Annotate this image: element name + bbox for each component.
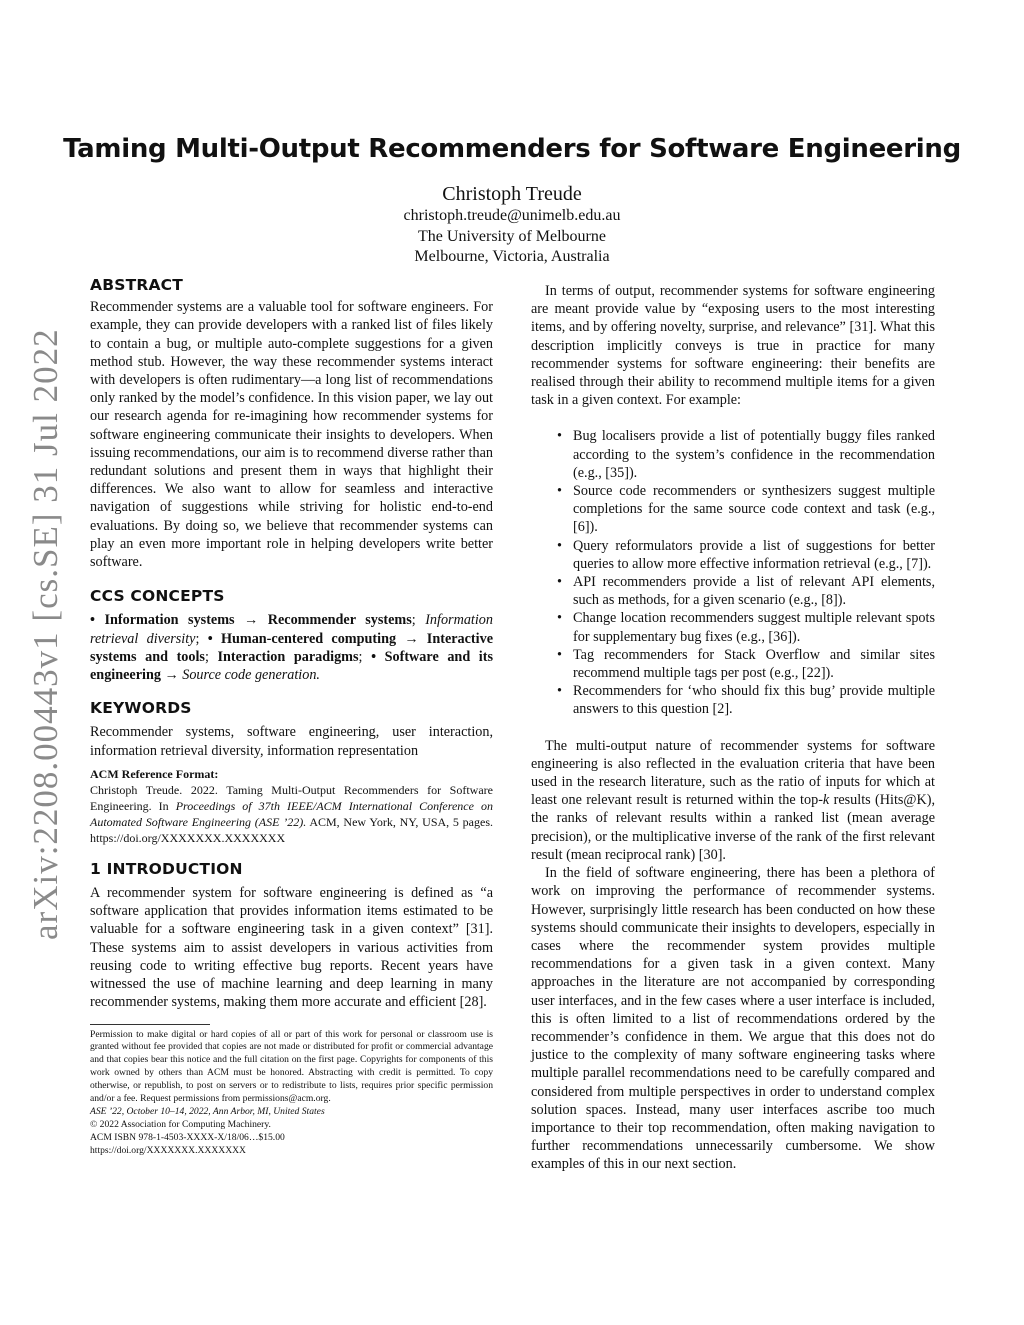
list-item: • Source code recommenders or synthesizers suggest multiple completions for the same source code context and task (e.g., [6]). xyxy=(557,483,935,536)
author-affiliation: The University of Melbourne xyxy=(418,227,606,245)
intro-paragraph-1: A recommender system for software engineering is defined as “a software application that provides information items estimated to be valuable for a software engineering task in a given context” [31]. These systems aim to assist developers in various activities from reusing code to writing effective bug reports. Recent years have witnessed the use of machine learning and deep learning in many recommender systems, making them more accurate and efficient [28]. xyxy=(90,885,493,1011)
doi-line: https://doi.org/XXXXXXX.XXXXXXX xyxy=(90,1144,246,1156)
ccs-arrow: → xyxy=(160,667,183,684)
ccs-concept-6: Source code generation. xyxy=(182,667,320,684)
keywords-heading: KEYWORDS xyxy=(90,699,192,718)
list-item: • Recommenders for ‘who should fix this bug’ provide multiple answers to this question [2]. xyxy=(557,683,935,718)
right-paragraph-3: In the field of software engineering, there has been a plethora of work on improving the performance of recommender systems. However, surprisingly little research has been conducted on how these systems should communicate their insights to developers, especially in cases where the recommender system provides multiple recommendations for a given task in a given context. Many approaches in the literature are not accompanied by corresponding user interfaces, and in the few cases where a user interface is included, this is often limited to a list of recommendations ordered by the recommender’s confidence in them. We argue that this does not do justice to the complexity of many software engineering tasks where multiple parallel recommendations need to be carefully compared and considered from multiple perspectives in order to understand complex solution spaces. Instead, many user interfaces ascribe too much importance to their top recommendation, often making navigation to further recommendations unnecessarily cumbersome. We show examples of this in our next section. xyxy=(531,865,935,1173)
author-name: Christoph Treude xyxy=(442,183,582,205)
bullet-icon: • xyxy=(557,683,562,700)
bullet-icon: • xyxy=(557,574,562,591)
reference-format-text xyxy=(90,782,493,846)
ccs-concept-4: Interaction paradigms xyxy=(217,648,359,665)
left-column xyxy=(90,276,493,1158)
keywords-text: Recommender systems, software engineering, user interaction, information retrieval diversity, information representation xyxy=(90,724,493,759)
right-column xyxy=(531,282,935,1174)
reference-format-label: ACM Reference Format: xyxy=(90,766,219,781)
list-item: • Change location recommenders suggest multiple relevant spots for supplementary bug fixes (e.g., [36]). xyxy=(557,610,935,645)
author-block xyxy=(312,182,712,268)
ccs-concept-5: • Software and its engineering xyxy=(90,648,493,684)
reference-venue: Proceedings of 37th IEEE/ACM International Conference on Automated Software Engineering (ASE ’22). xyxy=(90,798,493,829)
paper-title: Taming Multi-Output Recommenders for Software Engineering xyxy=(63,134,961,164)
author-location: Melbourne, Victoria, Australia xyxy=(414,248,610,265)
ccs-sep: ; xyxy=(204,648,218,665)
list-item: • API recommenders provide a list of relevant API elements, such as methods, for a given scenario (e.g., [8]). xyxy=(557,574,935,609)
bullet-icon: • xyxy=(557,646,562,663)
bullet-icon: • xyxy=(557,537,562,554)
permission-notice: Permission to make digital or hard copies of all or part of this work for personal or classroom use is granted without fee provided that copies are not made or distributed for profit or commercial advantage and that copies bear this notice and the full citation on the first page. Copyrights for components of this work owned by others than ACM must be honored. Abstracting with credit is permitted. To copy otherwise, or republish, to post on servers or to redistribute to lists, requires prior specific permission and/or a fee. Request permissions from permissions@acm.org. xyxy=(90,1028,493,1105)
ccs-sep: ; xyxy=(358,648,372,665)
ccs-concept-2: Information retrieval diversity xyxy=(90,612,493,647)
footnote-rule xyxy=(90,1024,210,1025)
bullet-icon: • xyxy=(557,483,562,500)
ccs-sep: ; xyxy=(195,630,208,647)
bullet-icon: • xyxy=(557,610,562,627)
intro-heading: 1 INTRODUCTION xyxy=(90,859,243,878)
reference-prefix: Christoph Treude. 2022. Taming Multi-Output Recommenders for Software Engineering. In xyxy=(90,782,493,813)
abstract-heading: ABSTRACT xyxy=(90,276,184,294)
arxiv-identifier: arXiv:2208.00443v1 [cs.SE] 31 Jul 2022 xyxy=(26,328,65,940)
example-list xyxy=(531,427,935,718)
author-email: christoph.treude@unimelb.edu.au xyxy=(403,207,621,224)
bullet-icon: • xyxy=(557,428,562,445)
ccs-sep: ; xyxy=(411,612,426,629)
copyright-line: © 2022 Association for Computing Machinery. xyxy=(90,1118,271,1130)
ccs-concept-3: • Human-centered computing → Interactive systems and tools xyxy=(90,630,493,665)
list-item: • Bug localisers provide a list of potentially buggy files ranked according to the system’s confidence in the recommendation (e.g., [35]). xyxy=(557,428,935,481)
list-item: • Tag recommenders for Stack Overflow and similar sites recommend multiple tags per post (e.g., [22]). xyxy=(557,646,935,682)
right-paragraph-2: The multi-output nature of recommender systems for software engineering is also reflected in the evaluation criteria that have been used in the research literature, such as the ratio of inputs for which at least one relevant result is returned within the top-k results (Hits@K), the ranks of relevant results within a ranked list (mean average precision), or the multiplicative inverse of the rank of the first relevant result (mean reciprocal rank) [30]. xyxy=(531,737,935,863)
reference-suffix: ACM, New York, NY, USA, 5 pages. https://doi.org/XXXXXXX.XXXXXXX xyxy=(90,814,493,845)
ccs-concepts xyxy=(90,611,493,684)
ccs-heading: CCS CONCEPTS xyxy=(90,587,225,606)
list-item: • Query reformulators provide a list of suggestions for better queries to allow more effective information retrieval (e.g., [7]). xyxy=(557,537,935,572)
isbn-line: ACM ISBN 978-1-4503-XXXX-X/18/06…$15.00 xyxy=(90,1131,285,1143)
abstract-text: Recommender systems are a valuable tool for software engineers. For example, they can provide developers with a ranked list of files likely to contain a bug, or multiple auto-complete suggestions for a given method stub. However, the way these recommender systems interact with developers is often rudimentary—a long list of recommendations only ranked by the model’s confidence. In this vision paper, we lay out our research agenda for re-imagining how recommender systems for software engineering communicate their insights to developers. When issuing recommendations, our aim is to recommend diverse rather than redundant solutions and present them in ways that highlight their differences. We also want to allow for seamless and interactive navigation of suggestions while striving for holistic end-to-end evaluations. By doing so, we believe that recommender systems can play an even more important role in helping developers write better software. xyxy=(90,299,493,571)
ccs-concept-1: • Information systems → Recommender systems xyxy=(90,612,412,629)
right-paragraph-1: In terms of output, recommender systems for software engineering are meant provide value by “exposing users to the most interesting items, and by offering novelty, surprise, and relevance” [31]. What this description implicitly conveys is true in practice for many recommender systems for software engineering: their benefits are realised through their ability to recommend multiple items for a given task in a given context. For example: xyxy=(531,283,935,409)
conference-line: ASE ’22, October 10–14, 2022, Ann Arbor, MI, United States xyxy=(90,1105,325,1117)
